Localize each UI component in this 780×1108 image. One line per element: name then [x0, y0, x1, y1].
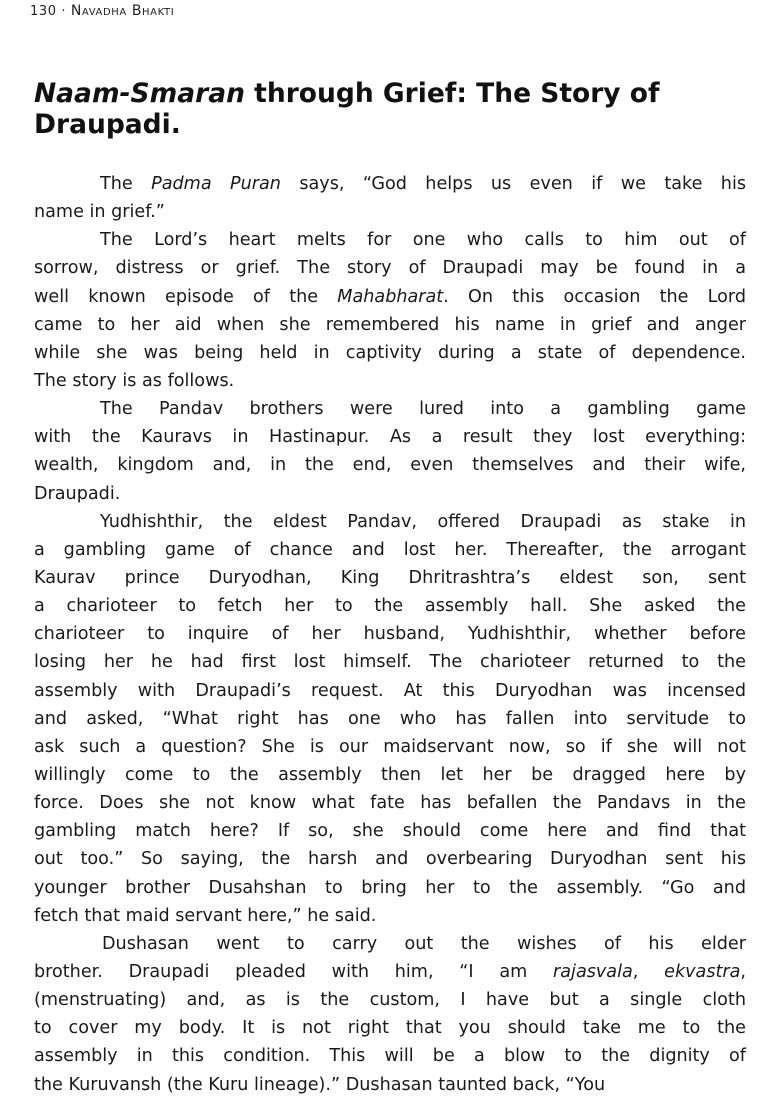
- text-run: ,: [740, 961, 747, 982]
- paragraph: [34, 508, 746, 930]
- text-run: out too.” So saying, the harsh and overbearing Duryodhan sent his: [34, 849, 746, 870]
- italic-term: ekvastra: [664, 961, 741, 982]
- text-run: to cover my body. It is not right that you should take me to the: [34, 1018, 746, 1039]
- text-run: younger brother Dusahshan to bring her to the assembly. “Go and: [34, 877, 746, 898]
- text-line: [34, 930, 746, 958]
- text-run: with the Kauravs in Hastinapur. As a result they lost everything:: [34, 427, 746, 448]
- section-heading: [34, 78, 749, 140]
- heading-rest: through Grief: The Story of: [244, 78, 660, 109]
- text-line: [34, 761, 746, 789]
- text-run: The Pandav brothers were lured into a gambling game: [100, 399, 746, 420]
- text-run: Dushasan went to carry out the wishes of his elder: [102, 933, 746, 954]
- text-line: [34, 480, 746, 508]
- text-line: [34, 677, 746, 705]
- text-run: ask such a question? She is our maidservant now, so if she will not: [34, 736, 746, 757]
- text-line: [34, 536, 746, 564]
- text-line: [34, 817, 746, 845]
- text-line: [34, 198, 746, 226]
- text-line: [34, 705, 746, 733]
- text-line: [34, 874, 746, 902]
- text-run: wealth, kingdom and, in the end, even themselves and their wife,: [34, 455, 746, 476]
- text-run: force. Does she not know what fate has befallen the Pandavs in the: [34, 793, 746, 814]
- text-line: [34, 620, 746, 648]
- text-line: [34, 648, 746, 676]
- text-line: [34, 339, 746, 367]
- italic-term: Padma Puran: [151, 174, 281, 194]
- text-run: Yudhishthir, the eldest Pandav, offered Draupadi as stake in: [100, 511, 746, 532]
- heading-line-2: Draupadi.: [34, 109, 181, 140]
- running-head: [30, 3, 174, 19]
- text-line: [34, 508, 746, 536]
- text-line: [34, 1071, 746, 1099]
- book-title: Navadha Bhakti: [70, 3, 175, 19]
- text-run: The story is as follows.: [34, 370, 235, 391]
- text-line: [34, 986, 746, 1014]
- text-line: [34, 789, 746, 817]
- text-run: a charioteer to fetch her to the assembly hall. She asked the: [34, 596, 746, 617]
- text-run: charioteer to inquire of her husband, Yudhishthir, whether before: [34, 624, 746, 645]
- text-line: [34, 1042, 746, 1070]
- text-run: brother. Draupadi pleaded with him, “I am: [34, 961, 554, 982]
- text-line: [34, 451, 746, 479]
- text-run: the Kuruvansh (the Kuru lineage).” Dushasan taunted back, “You: [34, 1074, 606, 1095]
- paragraph: [34, 395, 746, 508]
- text-run: The Lord’s heart melts for one who calls to him out of: [100, 230, 746, 251]
- text-run: gambling match here? If so, she should come here and find that: [34, 821, 746, 842]
- text-run: while she was being held in captivity during a state of dependence.: [34, 342, 746, 363]
- paragraph: [34, 170, 746, 226]
- text-run: fetch that maid servant here,” he said.: [34, 905, 377, 926]
- running-head-separator: ·: [61, 4, 67, 19]
- text-run: well known episode of the: [34, 286, 338, 307]
- text-run: and asked, “What right has one who has fallen into servitude to: [34, 708, 746, 729]
- text-line: [34, 311, 746, 339]
- heading-line-1: [34, 78, 660, 109]
- text-run: came to her aid when she remembered his name in grief and anger: [34, 314, 746, 335]
- text-line: [34, 958, 746, 986]
- text-run: willingly come to the assembly then let her be dragged here by: [34, 764, 746, 785]
- text-line: [34, 283, 746, 311]
- text-line: [34, 564, 746, 592]
- text-run: assembly with Draupadi’s request. At this Duryodhan was incensed: [34, 680, 746, 701]
- text-line: [34, 367, 746, 395]
- text-run: (menstruating) and, as is the custom, I have but a single cloth: [34, 990, 746, 1011]
- text-line: [34, 1014, 746, 1042]
- text-run: says, “God helps us even if we take his: [280, 174, 746, 194]
- text-run: losing her he had first lost himself. The charioteer returned to the: [34, 652, 746, 673]
- text-line: [34, 170, 746, 198]
- text-line: [34, 226, 746, 254]
- text-line: [34, 902, 746, 930]
- text-run: . On this occasion the Lord: [443, 286, 746, 307]
- text-line: [34, 254, 746, 282]
- text-run: ,: [632, 961, 665, 982]
- text-run: a gambling game of chance and lost her. Thereafter, the arrogant: [34, 539, 746, 560]
- text-line: [34, 423, 746, 451]
- text-run: The: [100, 174, 152, 194]
- text-line: [34, 395, 746, 423]
- text-run: sorrow, distress or grief. The story of Draupadi may be found in a: [34, 258, 746, 279]
- text-line: [34, 845, 746, 873]
- body-text: [34, 170, 746, 1099]
- paragraph: [34, 226, 746, 395]
- text-run: Draupadi.: [34, 483, 121, 504]
- italic-term: Mahabharat: [337, 286, 444, 307]
- heading-italic: Naam-Smaran: [34, 78, 245, 109]
- text-run: Kaurav prince Duryodhan, King Dhritrashtra’s eldest son, sent: [34, 567, 746, 588]
- page-number: 130: [30, 4, 57, 19]
- text-run: name in grief.”: [34, 202, 165, 223]
- text-line: [34, 733, 746, 761]
- text-run: assembly in this condition. This will be a blow to the dignity of: [34, 1046, 746, 1067]
- text-line: [34, 592, 746, 620]
- paragraph: [34, 930, 746, 1099]
- italic-term: rajasvala: [553, 961, 633, 982]
